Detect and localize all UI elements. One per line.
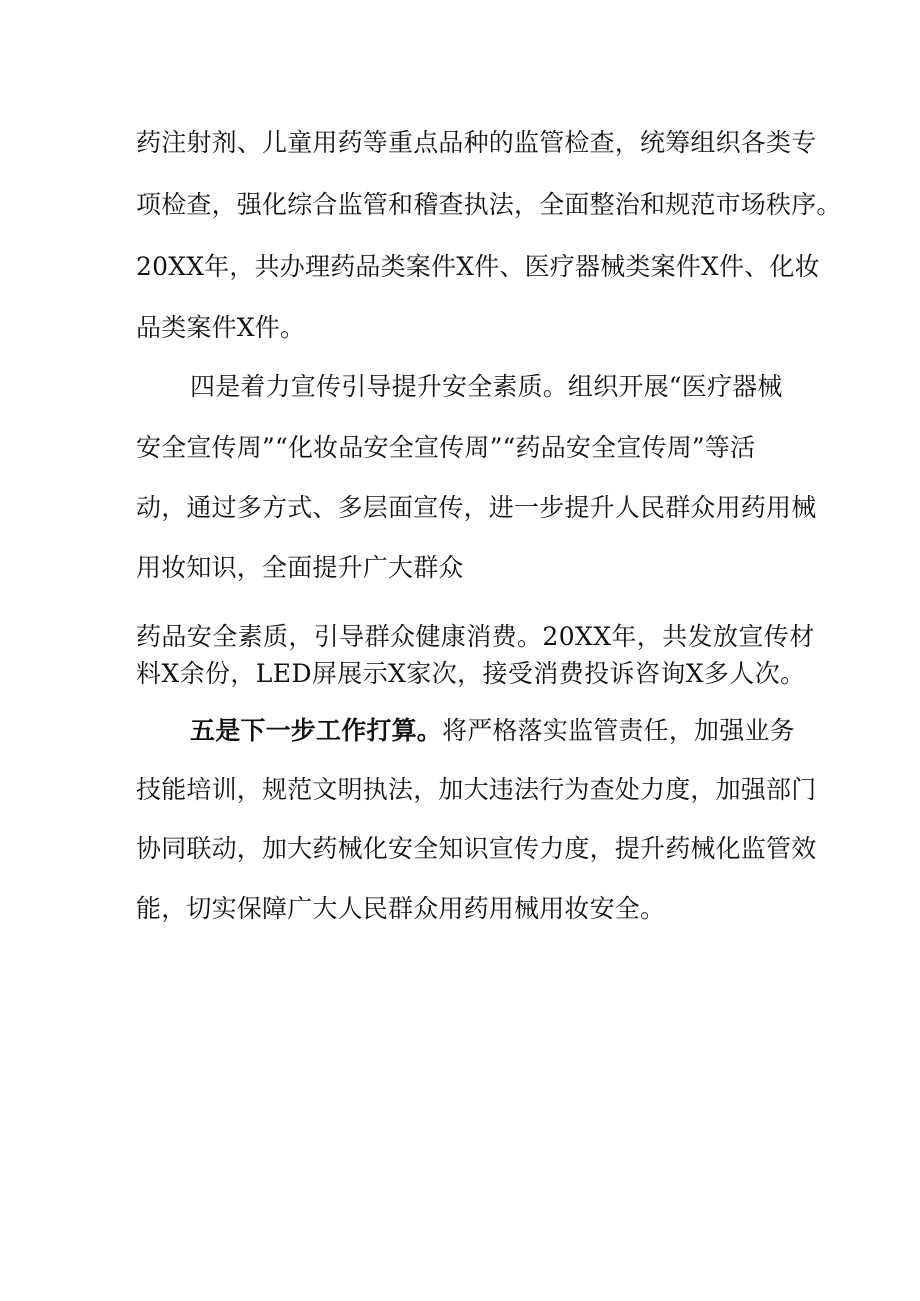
paragraph-1-line-1: 药注射剂、儿童用药等重点品种的监管检查，统筹组织各类专 xyxy=(136,128,817,157)
paragraph-2-line-1: 四是着力宣传引导提升安全素质。组织开展“医疗器械 xyxy=(190,372,783,401)
paragraph-4-line-3: 协同联动，加大药械化安全知识宣传力度，提升药械化监管效 xyxy=(136,834,817,863)
paragraph-4-line-1-rest: 将严格落实监管责任，加强业务 xyxy=(442,716,795,745)
paragraph-1-line-2: 项检查，强化综合监管和稽查执法，全面整治和规范市场秩序。 xyxy=(136,190,842,219)
paragraph-4-heading: 五是下一步工作打算。 xyxy=(190,716,443,745)
paragraph-1-line-3: 20XX年，共办理药品类案件X件、医疗器械类案件X件、化妆 xyxy=(136,252,820,281)
paragraph-3-line-1: 药品安全素质，引导群众健康消费。20XX年，共发放宣传材 xyxy=(136,622,815,651)
paragraph-4-line-1 xyxy=(190,716,796,746)
paragraph-1-line-4: 品类案件X件。 xyxy=(136,313,306,342)
paragraph-4-line-4: 能，切实保障广大人民群众用药用械用妆安全。 xyxy=(136,894,666,923)
paragraph-2-line-3: 动，通过多方式、多层面宣传，进一步提升人民群众用药用械 xyxy=(136,493,817,522)
paragraph-2-line-2: 安全宣传周”“化妆品安全宣传周”“药品安全宣传周”等活 xyxy=(136,433,756,462)
paragraph-2-line-4: 用妆知识，全面提升广大群众 xyxy=(136,553,464,582)
paragraph-3-line-2: 料X余份，LED屏展示X家次，接受消费投诉咨询X多人次。 xyxy=(136,659,806,688)
paragraph-4-line-2: 技能培训，规范文明执法，加大违法行为查处力度，加强部门 xyxy=(136,775,817,804)
